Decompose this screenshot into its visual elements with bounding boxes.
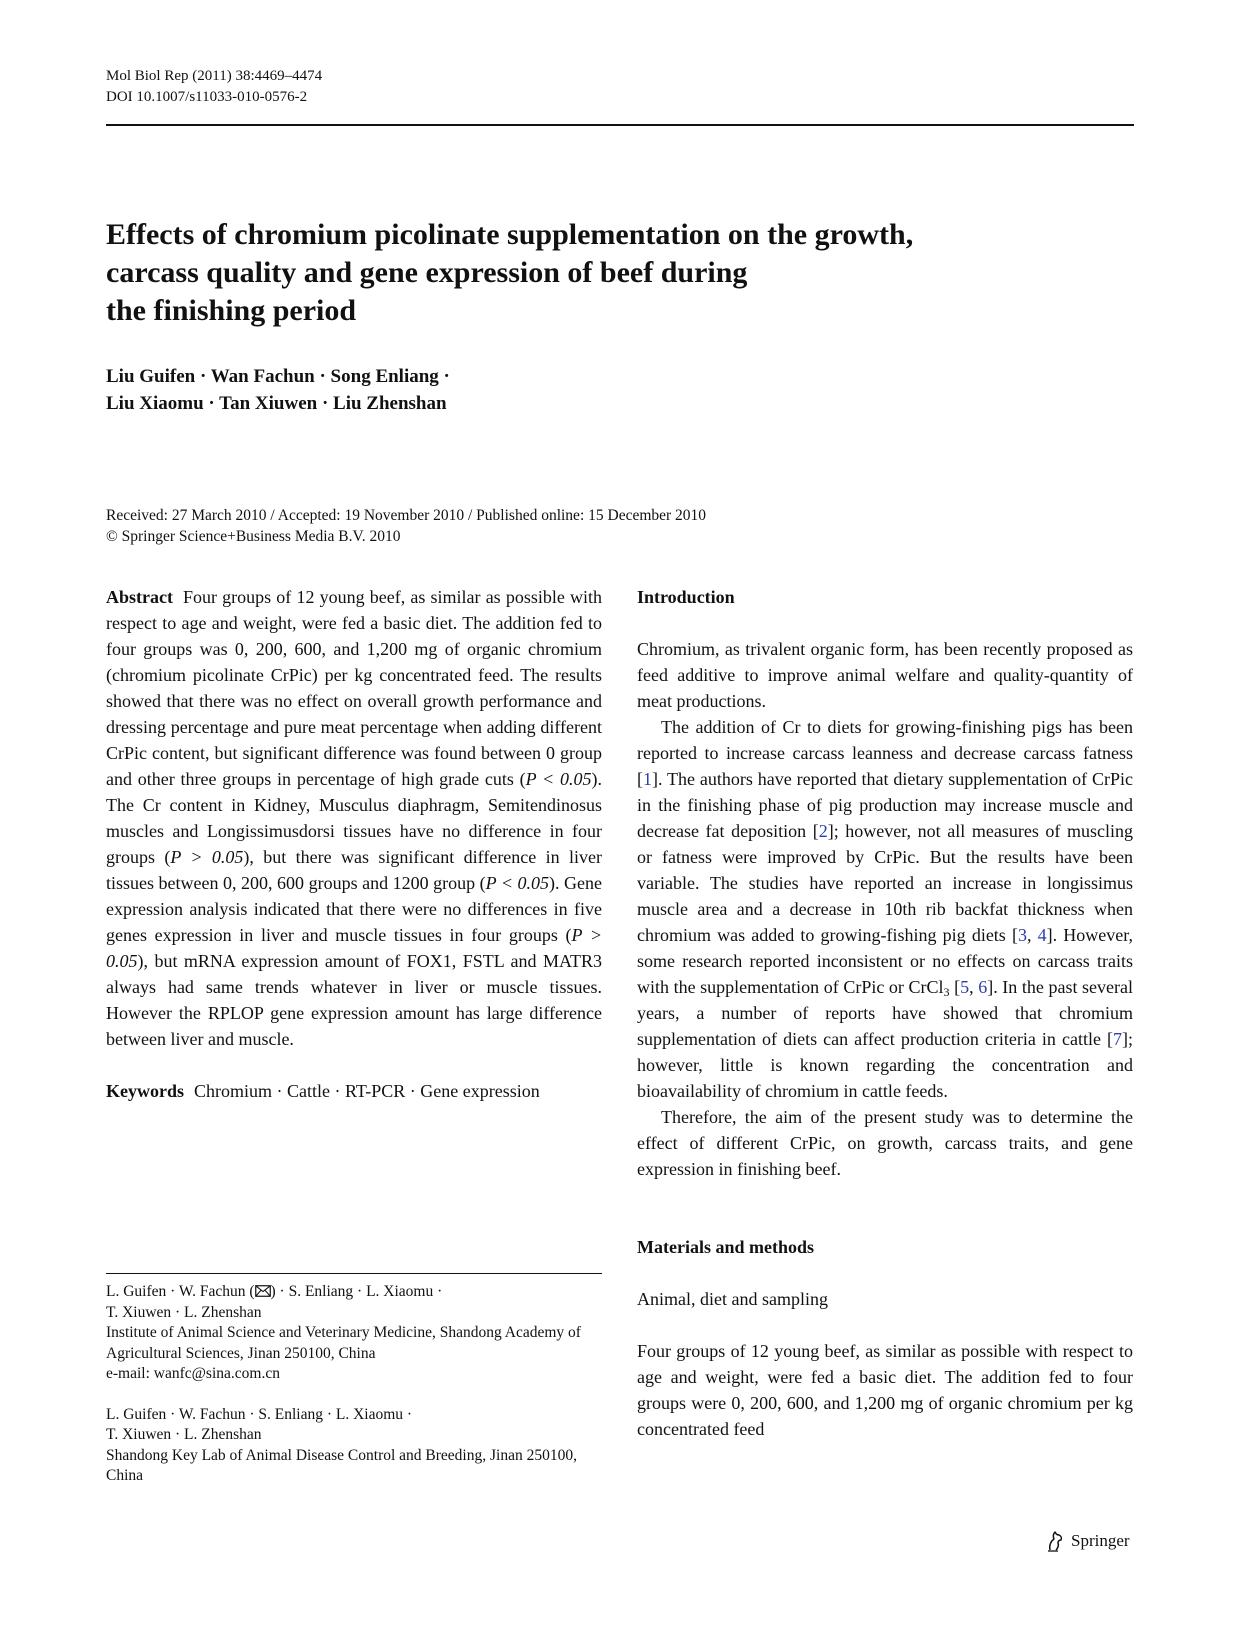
article-title [106,216,1106,330]
author-line: Liu Guifen · Wan Fachun · Song Enliang · [106,366,450,387]
citation-link[interactable]: 1 [643,769,652,789]
keywords-text: Chromium · Cattle · RT-PCR · Gene expression [194,1081,540,1101]
publisher-logo [1045,1530,1130,1552]
title-line: the finishing period [106,294,357,327]
methods-paragraph-1: Four groups of 12 young beef, as similar as possible with respect to age and weight, were fed a basic diet. The addition fed to four groups were 0, 200, 600, and 1,200 mg of organic chromium per kg concentrated feed [637,1341,1133,1439]
journal-citation: Mol Biol Rep (2011) 38:4469–4474 [106,68,323,84]
citation-link[interactable]: 7 [1113,1029,1122,1049]
citation-link[interactable]: 5 [960,977,970,997]
author-line: Liu Xiaomu · Tan Xiuwen · Liu Zhenshan [106,393,447,414]
methods-heading: Materials and methods [637,1237,814,1257]
title-line: carcass quality and gene expression of beef during [106,256,748,289]
abstract-label: Abstract [106,587,173,607]
affiliation-institution: Shandong Key Lab of Animal Disease Control and Breeding, Jinan 250100, China [106,1446,577,1484]
right-column [637,584,1133,1442]
envelope-icon [255,1285,271,1297]
copyright: © Springer Science+Business Media B.V. 2010 [106,528,401,545]
methods-subheading: Animal, diet and sampling [637,1289,828,1309]
intro-paragraph-1: Chromium, as trivalent organic form, has been recently proposed as feed additive to improve animal welfare and quality-quantity of meat productions. [637,639,1133,711]
introduction-heading: Introduction [637,587,735,607]
abstract: Abstract Four groups of 12 young beef, as similar as possible with respect to age and weight, were fed a basic diet. The addition fed to four groups was 0, 200, 600, and 1,200 mg of organic chromium (chromium picolinate CrPic) per kg concentrated feed. The results showed that there was no effect on overall growth performance and dressing percentage and pure meat percentage when adding different CrPic content, but significant difference was found between 0 group and other three groups in percentage of high grade cuts (P < 0.05). The Cr content in Kidney, Musculus diaphragm, Semitendinosus muscles and Longissimusdorsi tissues have no difference in four groups (P > 0.05), but there was significant difference in liver tissues between 0, 200, 600 groups and 1200 group (P < 0.05). Gene expression analysis indicated that there were no differences in five genes expression in liver and muscle tissues in four groups (P > 0.05), but mRNA expression amount of FOX1, FSTL and MATR3 always had same trends whatever in liver or muscle tissues. However the RPLOP gene expression amount has large difference between liver and muscle. [106,587,602,1049]
author-list [106,363,450,417]
received-accepted-published: Received: 27 March 2010 / Accepted: 19 November 2010 / Published online: 15 December 2010 [106,507,707,524]
springer-horse-icon [1045,1530,1065,1552]
affiliation-institution: Institute of Animal Science and Veterinary Medicine, Shandong Academy of Agricultural Sciences, Jinan 250100, China [106,1324,581,1362]
intro-paragraph-2: The addition of Cr to diets for growing-finishing pigs has been reported to increase carcass leanness and decrease carcass fatness [1]. The authors have reported that dietary supplementation of CrPic in the finishing phase of pig production may increase muscle and decrease fat deposition [2]; however, not all measures of muscling or fatness were improved by CrPic. But the results have been variable. The studies have reported an increase in longissimus muscle area and a decrease in 10th rib backfat thickness when chromium was added to growing-fishing pig diets [3, 4]. However, some research reported inconsistent or no effects on carcass traits with the supplementation of CrPic or CrCl$_3$ [5, 6]. In the past several years, a number of reports have showed that chromium supplementation of diets can affect production criteria in cattle [7]; however, little is known regarding the concentration and bioavailability of chromium in cattle feeds. [637,717,1134,1101]
affiliation-authors: L. Guifen · W. Fachun ( ) · S. Enliang · L. Xiaomu · [106,1283,443,1300]
title-line: Effects of chromium picolinate supplementation on the growth, [106,218,914,251]
corresponding-email[interactable]: e-mail: wanfc@sina.com.cn [106,1365,280,1382]
keywords-label: Keywords [106,1081,184,1101]
affiliations: L. Guifen · W. Fachun ( ) · S. Enliang · L. Xiaomu · T. Xiuwen · L. Zhenshan Institute of Animal Science and Veterinary Medicine, Shandong Academy of Agricultural Sciences, Jinan 250100, China e-mail: wanfc@sina.com.cn L. Guifen · W. Fachun · S. Enliang · L. Xiaomu · T. Xiuwen · L. Zhenshan Shandong Key Lab of Animal Disease Control and Breeding, Jinan 250100, China [106,1282,602,1487]
keywords [106,1078,602,1104]
citation-link[interactable]: 2 [818,821,828,841]
citation-link[interactable]: 6 [978,977,988,997]
affiliation-authors: L. Guifen · W. Fachun · S. Enliang · L. Xiaomu · [106,1405,413,1423]
publication-dates [106,505,706,547]
left-column [106,584,602,1104]
intro-paragraph-3: Therefore, the aim of the present study was to determine the effect of different CrPic, on growth, carcass traits, and gene expression in finishing beef. [637,1107,1133,1179]
citation-link[interactable]: 4 [1037,925,1047,945]
doi: DOI 10.1007/s11033-010-0576-2 [106,89,308,105]
publisher-name: Springer [1071,1531,1130,1550]
subscript: 3 [943,985,950,999]
running-head [106,66,322,108]
footnote-rule [106,1273,602,1274]
citation-link[interactable]: 3 [1017,925,1027,945]
header-rule [106,124,1134,126]
